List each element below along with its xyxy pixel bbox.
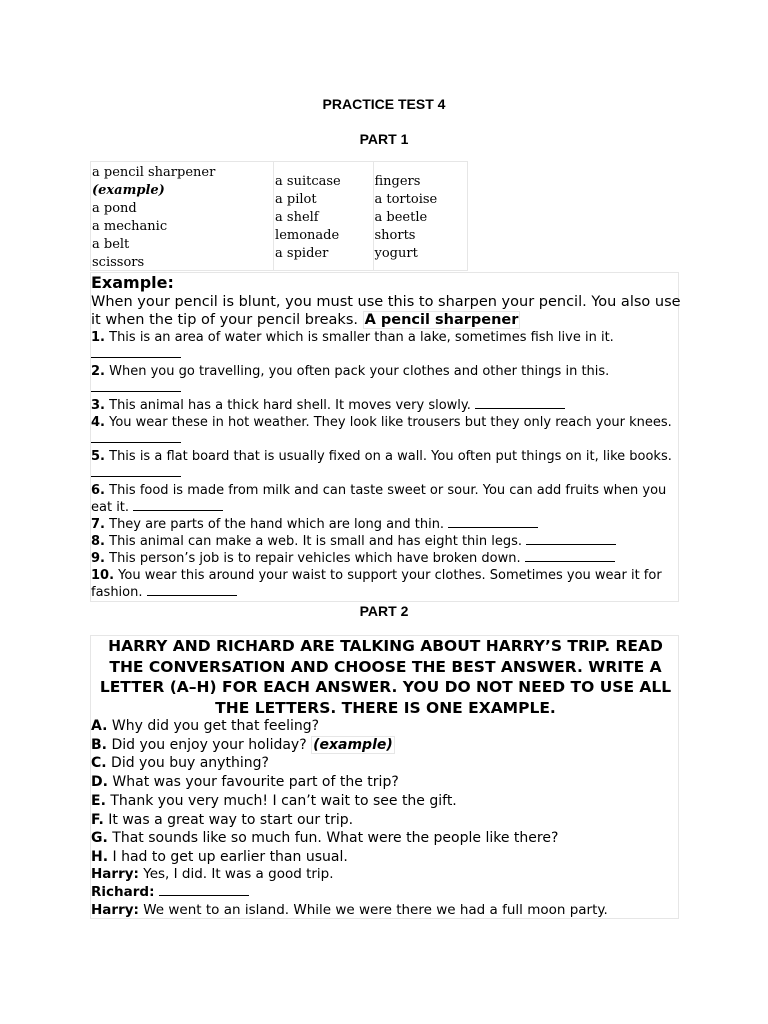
answer-options (91, 717, 680, 867)
option-text: What was your favourite part of the trip? (112, 774, 399, 791)
option-letter: D. (91, 774, 108, 791)
option-g (91, 829, 680, 848)
part-2-instructions: HARRY AND RICHARD ARE TALKING ABOUT HARRY’S TRIP. READ THE CONVERSATION AND CHOOSE THE BEST ANSWER. WRITE A LETTER (A–H) FOR EACH ANSWER. YOU DO NOT NEED TO USE ALL THE LETTERS. THERE IS ONE EXAMPLE. (99, 637, 672, 717)
option-letter: F. (91, 811, 104, 828)
dialogue-text: Yes, I did. It was a good trip. (143, 866, 334, 882)
option-letter: B. (91, 736, 107, 753)
word-bank-item: shorts (374, 228, 416, 243)
option-text: Did you buy anything? (111, 755, 269, 772)
word-bank-item: a belt (92, 237, 130, 252)
word-bank-column-3 (374, 162, 468, 270)
question-number: 9. (91, 551, 105, 566)
option-a (91, 717, 680, 736)
example-heading: Example: (91, 273, 174, 292)
option-text: Did you enjoy your holiday? (111, 736, 307, 753)
page-title: PRACTICE TEST 4 (322, 96, 446, 112)
answer-blank[interactable] (448, 516, 538, 528)
word-bank-item: a shelf (275, 210, 319, 225)
question-4 (91, 414, 681, 448)
question-number: 5. (91, 449, 105, 464)
answer-blank[interactable] (91, 431, 181, 443)
question-text: You wear this around your waist to support your clothes. Sometimes you wear it for fashion. (91, 568, 662, 600)
option-b (91, 736, 680, 755)
answer-blank[interactable] (526, 533, 616, 545)
dialogue-line (91, 865, 680, 883)
question-text: They are parts of the hand which are long and thin. (109, 517, 445, 532)
question-5 (91, 448, 681, 482)
answer-blank[interactable] (91, 465, 181, 477)
word-bank-item: a mechanic (92, 219, 168, 234)
speaker-name: Harry: (91, 866, 139, 882)
question-number: 3. (91, 398, 105, 413)
answer-blank[interactable] (91, 380, 181, 392)
dialogue-line (91, 883, 680, 901)
conversation (91, 865, 680, 919)
question-text: This is an area of water which is smaller than a lake, sometimes fish live in it. (109, 330, 614, 345)
word-bank-column-1 (91, 162, 274, 270)
example-sentence: When your pencil is blunt, you must use this to sharpen your pencil. You also use it when the tip of your pencil breaks. (91, 294, 681, 328)
question-7 (91, 516, 681, 533)
question-number: 2. (91, 364, 105, 379)
word-bank-item: a suitcase (275, 174, 341, 189)
dialogue-text: We went to an island. While we were there we had a full moon party. (143, 902, 608, 918)
word-bank-item: a spider (275, 246, 329, 261)
answer-blank[interactable] (475, 397, 565, 409)
option-letter: A. (91, 718, 108, 734)
word-bank-item: a pond (92, 201, 137, 216)
question-2 (91, 363, 681, 397)
word-bank-column-2 (274, 162, 373, 270)
option-letter: G. (91, 830, 108, 847)
option-letter: C. (91, 755, 107, 772)
question-number: 7. (91, 517, 105, 532)
question-text: You wear these in hot weather. They look like trousers but they only reach your knees. (109, 415, 672, 430)
part-1-questions-box (90, 272, 679, 602)
answer-blank[interactable] (525, 550, 615, 562)
question-3 (91, 397, 681, 414)
option-text: Thank you very much! I can’t wait to see the gift. (110, 792, 457, 809)
word-bank-item: a pilot (275, 192, 317, 207)
question-number: 8. (91, 534, 105, 549)
answer-blank[interactable] (147, 584, 237, 596)
question-number: 4. (91, 415, 105, 430)
question-number: 6. (91, 483, 105, 498)
option-c (91, 754, 680, 773)
question-9 (91, 550, 681, 567)
question-text: When you go travelling, you often pack your clothes and other things in this. (109, 364, 610, 379)
option-text: It was a great way to start our trip. (108, 811, 354, 828)
question-10 (91, 567, 681, 601)
speaker-name: Harry: (91, 902, 139, 918)
option-h (91, 848, 680, 867)
question-number: 1. (91, 330, 105, 345)
option-text: Why did you get that feeling? (111, 718, 320, 734)
part-2-box (90, 635, 679, 919)
option-e (91, 792, 680, 811)
question-list (91, 329, 681, 601)
part-2-heading: PART 2 (359, 603, 409, 619)
dialogue-line (91, 901, 680, 919)
speaker-name: Richard: (91, 884, 155, 900)
answer-blank[interactable] (133, 499, 223, 511)
word-bank-item: lemonade (275, 228, 340, 243)
option-letter: H. (91, 848, 109, 865)
option-d (91, 773, 680, 792)
word-bank-item: a tortoise (374, 192, 438, 207)
option-text: I had to get up earlier than usual. (112, 848, 348, 865)
answer-blank[interactable] (91, 346, 181, 358)
example-text (91, 293, 681, 329)
word-bank-example-tag: (example) (92, 183, 165, 198)
question-number: 10. (91, 568, 115, 583)
option-example-tag: (example) (313, 736, 393, 753)
question-text: This animal has a thick hard shell. It moves very slowly. (109, 398, 471, 413)
question-1 (91, 329, 681, 363)
option-letter: E. (91, 792, 106, 809)
word-bank-item: fingers (374, 174, 421, 189)
option-f (91, 811, 680, 830)
part-1-heading: PART 1 (359, 131, 409, 147)
question-6 (91, 482, 681, 516)
question-text: This is a flat board that is usually fixed on a wall. You often put things on it, like books. (109, 449, 672, 464)
word-bank-item: yogurt (374, 246, 418, 261)
question-8 (91, 533, 681, 550)
question-text: This food is made from milk and can taste sweet or sour. You can add fruits when you eat it. (91, 483, 667, 515)
word-bank-item: a pencil sharpener (92, 165, 216, 180)
option-text: That sounds like so much fun. What were the people like there? (112, 830, 559, 847)
answer-blank[interactable] (159, 883, 249, 896)
question-text: This person’s job is to repair vehicles which have broken down. (109, 551, 521, 566)
word-bank-item: a beetle (374, 210, 428, 225)
example-answer: A pencil sharpener (364, 312, 519, 328)
word-bank-table (90, 161, 468, 271)
question-text: This animal can make a web. It is small and has eight thin legs. (109, 534, 523, 549)
word-bank-item: scissors (92, 255, 145, 270)
